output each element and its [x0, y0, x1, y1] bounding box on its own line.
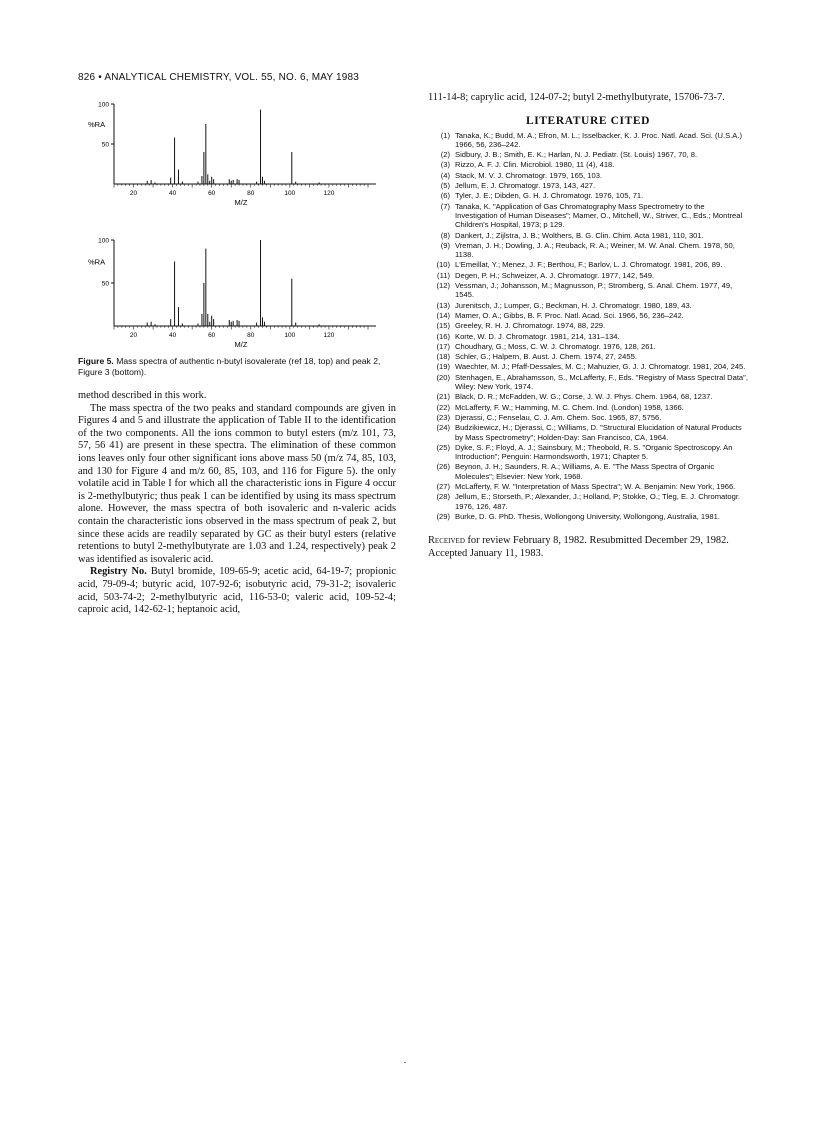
reference-number: (23): [436, 412, 450, 422]
reference-number: (19): [436, 362, 450, 372]
reference-number: (11): [437, 270, 450, 280]
reference-item: [428, 241, 748, 260]
registry-label: Registry No.: [90, 566, 147, 578]
received-note: [428, 535, 748, 560]
reference-number: (22): [436, 402, 450, 412]
x-tick-label: 60: [208, 190, 216, 197]
reference-item: [428, 342, 748, 351]
reference-text: L'Emeillat, Y.; Menez, J. F.; Berthou, F.; Barlov, L. J. Chromatogr. 1981, 206, 89.: [455, 260, 723, 270]
reference-text: Schler, G.; Halpern, B. Aust. J. Chem. 1974, 27, 2455.: [455, 352, 637, 362]
reference-text: Djerassi, C.; Fenselau, C. J. Am. Chem. Soc. 1965, 87, 5756.: [455, 412, 662, 422]
reference-text: Jellum, E.; Storseth, P.; Alexander, J.; Holland, P; Stokke, O.; Tleg, E. J. Chromatogr. 1976, 126, 487.: [455, 492, 741, 511]
reference-item: [428, 311, 748, 320]
reference-number: (20): [436, 372, 450, 382]
x-tick-label: 100: [284, 332, 296, 339]
caption-label: Figure 5.: [78, 356, 114, 366]
reference-number: (24): [436, 423, 450, 433]
reference-text: Tyler, J. E.; Dibden, G. H. J. Chromatogr. 1976, 105, 71.: [455, 191, 644, 201]
reference-item: [428, 171, 748, 180]
x-tick-label: 100: [284, 190, 296, 197]
body-text: [78, 390, 396, 617]
y-tick-label: 50: [101, 280, 109, 288]
reference-number: (5): [440, 181, 450, 191]
running-header: 826 • ANALYTICAL CHEMISTRY, VOL. 55, NO. 6, MAY 1983: [78, 72, 360, 83]
reference-text: McLafferty, F. W.; Hamming, M. C. Chem. Ind. (London) 1958, 1366.: [455, 402, 684, 412]
reference-text: Sidbury, J. B.; Smith, E. K.; Harlan, N. J. Pediatr. (St. Louis) 1967, 70, 8.: [455, 150, 698, 160]
reference-text: Vreman, J. H.; Dowling, J. A.; Reuback, R. A.; Weiner, M. W. Anal. Chem. 1978, 50, 1138.: [455, 240, 735, 260]
reference-item: [428, 373, 748, 392]
reference-item: [428, 352, 748, 361]
registry-text: Butyl bromide, 109-65-9; acetic acid, 64-19-7; propionic acid, 79-09-4; butyric acid, 107-92-6; isobutyric acid, 79-31-2; isovaleric acid, 503-74-2; 2-methylbutyric acid, 116-53-0; valeric acid, 109-52-4; caproic acid, 142-62-1; heptanoic acid,: [78, 566, 396, 616]
reference-item: [428, 260, 748, 269]
reference-item: [428, 462, 748, 481]
x-tick-label: 40: [168, 190, 177, 197]
x-tick-label: 120: [323, 190, 335, 197]
reference-number: (21): [436, 392, 450, 402]
x-tick-label: 20: [129, 190, 138, 197]
reference-number: (6): [440, 191, 450, 201]
reference-text: Korte, W. D. J. Chromatogr. 1981, 214, 131–134.: [455, 331, 620, 341]
reference-item: [428, 443, 748, 462]
x-tick-label: 120: [323, 332, 335, 339]
received-text: for review February 8, 1982. Resubmitted December 29, 1982. Accepted January 11, 1983.: [428, 535, 729, 559]
reference-text: Rizzo, A. F. J. Clin. Microbiol. 1980, 11 (4), 418.: [455, 160, 615, 170]
reference-item: [428, 492, 748, 511]
received-label: Received: [428, 535, 465, 547]
figure-caption: [78, 356, 396, 378]
reference-item: [428, 413, 748, 422]
reference-number: (26): [436, 462, 450, 472]
reference-number: (28): [436, 492, 450, 502]
reference-item: [428, 131, 748, 150]
reference-text: Stack, M. V. J. Chromatogr. 1979, 165, 103.: [455, 170, 603, 180]
reference-number: (15): [436, 321, 450, 331]
reference-text: Vessman, J.; Johansson, M.; Magnusson, P.; Stromberg, S. Anal. Chem. 1977, 49, 1545.: [455, 281, 733, 300]
caption-text: Mass spectra of authentic n-butyl isovalerate (ref 18, top) and peak 2, Figure 3 (bottom).: [78, 356, 381, 377]
registry-numbers: [78, 566, 396, 616]
reference-number: (29): [436, 511, 450, 521]
reference-text: McLafferty, F. W. "Interpretation of Mass Spectra"; W. A. Benjamin: New York, 1966.: [455, 481, 736, 491]
reference-number: (16): [436, 331, 450, 341]
reference-text: Degen, P. H.; Schweizer, A. J. Chromatogr. 1977, 142, 549.: [455, 270, 655, 280]
literature-cited-heading: LITERATURE CITED: [525, 114, 651, 127]
reference-item: [428, 321, 748, 330]
reference-item: [428, 150, 748, 159]
reference-number: (3): [440, 160, 450, 170]
reference-text: Tanaka, K. "Application of Gas Chromatography Mass Spectrometry to the Investigation of Human Diseases"; Mamer, O., Mitchell, W., Striver, C., Eds.; Montreal Children's Hospital, 1973; p 129.: [455, 201, 743, 230]
reference-text: Mamer, O. A.; Gibbs, B. F. Proc. Natl. Acad. Sci. 1966, 56, 236–242.: [455, 310, 684, 320]
reference-item: [428, 482, 748, 491]
reference-item: [428, 512, 748, 521]
mass-spectrum-bottom: [78, 232, 396, 350]
reference-text: Burke, D. G. PhD. Thesis, Wollongong University, Wollongong, Australia, 1981.: [455, 511, 720, 521]
y-tick-label: 100: [98, 101, 109, 109]
reference-text: Choudhary, G.; Moss, C. W. J. Chromatogr. 1976, 128, 261.: [455, 341, 656, 351]
reference-item: [428, 423, 748, 442]
reference-text: Stenhagen, E., Abrahamsson, S., McLafferty, F., Eds. "Registry of Mass Spectral Data", Wiley: New York, 1974.: [455, 372, 748, 392]
left-column: [78, 96, 396, 617]
x-tick-label: 80: [247, 190, 255, 197]
y-axis-label: %RA: [88, 120, 106, 129]
reference-item: [428, 392, 748, 401]
y-tick-label: 100: [98, 237, 109, 245]
x-tick-label: 40: [168, 332, 177, 339]
reference-text: Greeley, R. H. J. Chromatogr. 1974, 88, 229.: [455, 321, 606, 331]
reference-item: [428, 191, 748, 200]
y-axis-label: %RA: [88, 257, 106, 267]
reference-number: (10): [436, 260, 450, 270]
reference-item: [428, 231, 748, 240]
reference-text: Beynon, J. H.; Saunders, R. A.; Williams, A. E. "The Mass Spectra of Organic Molecules"; Elsevier: New York, 1968.: [455, 462, 715, 481]
reference-text: Jellum, E. J. Chromatogr. 1973, 143, 427.: [455, 181, 596, 191]
reference-text: Dyke, S. F.; Floyd, A. J.; Sainsbury, M.; Theobold, R. S. "Organic Spectroscopy. An Introduction"; Penguin: Harmondsworth, 1971; Chapter 5.: [455, 442, 733, 462]
reference-text: Dankert, J.; Zijlstra, J. B.; Wolthers, B. G. Clin. Chim. Acta 1981, 110, 301.: [455, 230, 704, 240]
reference-number: (4): [440, 170, 450, 180]
reference-number: (18): [436, 352, 450, 362]
reference-number: (8): [440, 230, 450, 240]
x-tick-label: 60: [208, 332, 216, 339]
x-axis-label: M/Z: [234, 198, 248, 207]
reference-item: [428, 332, 748, 341]
reference-item: [428, 160, 748, 169]
reference-list: [428, 131, 748, 522]
reference-item: [428, 202, 748, 230]
reference-number: (25): [436, 442, 450, 452]
reference-number: (17): [436, 341, 450, 351]
reference-number: (12): [436, 281, 450, 291]
registry-continuation: 111-14-8; caprylic acid, 124-07-2; butyl 2-methylbutyrate, 15706-73-7.: [428, 92, 725, 103]
reference-item: [428, 181, 748, 190]
reference-item: [428, 281, 748, 300]
x-axis-label: M/Z: [234, 340, 248, 349]
reference-number: (7): [440, 201, 450, 211]
reference-item: [428, 403, 748, 412]
reference-text: Budzikiewicz, H.; Djerassi, C.; Williams, D. "Structural Elucidation of Natural Products by Mass Spectrometry"; Holden-Day: San Francisco, CA, 1964.: [455, 423, 742, 442]
reference-number: (1): [440, 130, 450, 140]
x-tick-label: 20: [129, 332, 138, 339]
reference-number: (14): [436, 310, 450, 320]
mass-spectrum-top: [78, 96, 396, 208]
reference-item: [428, 301, 748, 310]
reference-text: Jurenitsch, J.; Lumper, G.; Beckman, H. J. Chromatogr. 1980, 189, 43.: [455, 300, 692, 310]
paragraph-2: The mass spectra of the two peaks and standard compounds are given in Figures 4 and 5 and illustrate the application of Table II to the identification of the two components. All the ions common to butyl esters (m/z 101, 73, 57, 56 41) are present in these spectra. The elimination of these common ions leaves only four other significant ions above mass 50 (m/z 74, 85, 103, and 130 for Figure 4 and m/z 60, 85, 103, and 116 for Figure 5). the only volatile acid in Table I for which all the characteristic ions in Figure 4 occur is 2-methylbutyric; thus peak 1 can be identified by using its mass spectrum alone. However, the mass spectra of both isovaleric and n-valeric acids contain the characteristic ions observed in the mass spectrum of peak 2, but since these acids are readily separated by GC as their butyl esters (relative retentions to butyl 2-methylbutyrate are 1.03 and 1.24, respectively) peak 2 was identified as isovaleric acid.: [78, 402, 396, 565]
reference-number: (9): [440, 240, 450, 250]
reference-number: (27): [436, 481, 450, 491]
right-column: [428, 92, 748, 560]
reference-text: Black, D. R.; McFadden, W. G.; Corse, J. W. J. Phys. Chem. 1964, 68, 1237.: [455, 392, 713, 402]
reference-item: [428, 362, 748, 371]
paragraph-1: method described in this work.: [78, 390, 207, 401]
reference-number: (2): [440, 150, 450, 160]
reference-item: [428, 271, 748, 280]
x-tick-label: 80: [247, 332, 255, 339]
y-tick-label: 50: [101, 141, 109, 149]
reference-text: Tanaka, K.; Budd, M. A.; Efron, M. L.; Isselbacker, K. J. Proc. Natl. Acad. Sci. (U.S.A.) 1966, 56, 236–242.: [455, 130, 742, 149]
reference-number: (13): [436, 300, 450, 310]
scan-speck: [404, 1062, 406, 1063]
reference-text: Waechter, M. J.; Pfaff-Dessales, M. C.; Mahuzier, G. J. J. Chromatogr. 1981, 204, 245.: [455, 362, 746, 372]
